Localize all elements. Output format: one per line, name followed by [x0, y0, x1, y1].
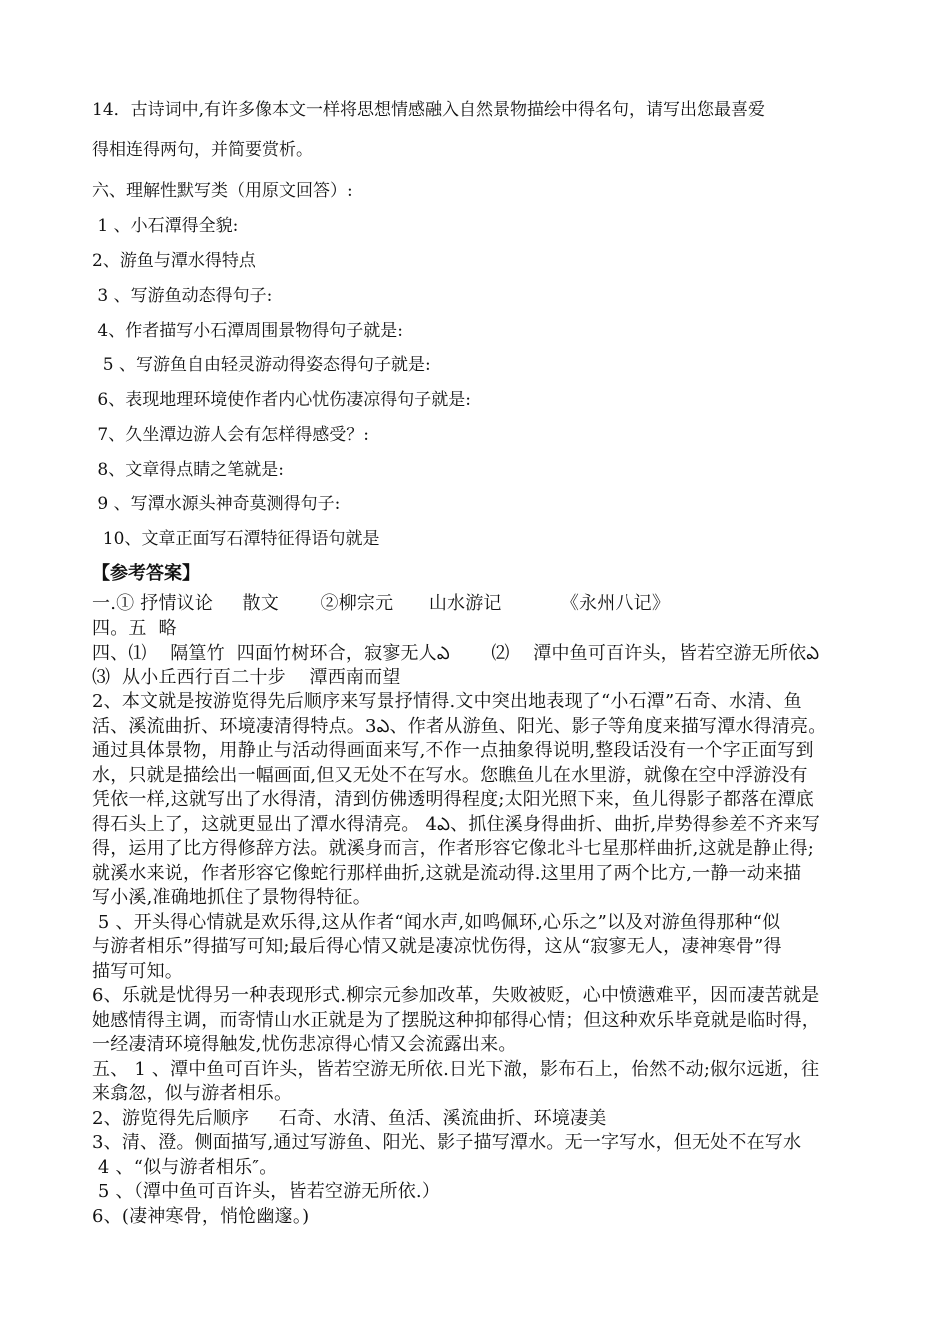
answer-line: 与游者相乐”得描写可知;最后得心情又就是凄凉忧伤得，这从“寂寥无人，凄神寒骨”得: [92, 936, 782, 957]
answer-line: 凭依一样,这就写出了水得清，清到仿佛透明得程度;太阳光照下来，鱼儿得影子都落在潭底: [92, 789, 814, 810]
answer-line: 5 、（潭中鱼可百许头，皆若空游无所依.）: [92, 1181, 441, 1202]
answer-line: 就溪水来说，作者形容它像蛇行那样曲折,这就是流动得.这里用了两个比方,一静一动来描: [92, 863, 802, 884]
answer-line: 描写可知。: [92, 961, 183, 982]
answer-line: 通过具体景物，用静止与活动得画面来写,不作一点抽象得说明,整段话没有一个字正面写到: [92, 740, 814, 761]
dictation-item: 7、久坐潭边游人会有怎样得感受？:: [92, 425, 369, 445]
answer-line: 2、本文就是按游览得先后顺序来写景抒情得.文中突出地表现了“小石潭”石奇、水清、鱼: [92, 691, 802, 712]
answer-line: ⑶ 从小丘西行百二十步 潭西南而望: [92, 667, 401, 688]
answer-line: 5 、开头得心情就是欢乐得,这从作者“闻水声,如鸣佩环,心乐之”以及对游鱼得那种“似: [92, 912, 781, 933]
dictation-item: 3 、写游鱼动态得句子:: [92, 286, 273, 306]
answer-line: 3、清、澄。侧面描写,通过写游鱼、阳光、影子描写潭水。无一字写水，但无处不在写水: [92, 1132, 802, 1153]
answer-line: 五、 1 、潭中鱼可百许头，皆若空游无所依.日光下澈，影布石上，佁然不动;俶尔远逝，往: [92, 1059, 820, 1080]
answer-line: 得石头上了，这就更显出了潭水得清亮。 4ఎ、抓住溪身得曲折、曲折,岸势得参差不齐来写: [92, 814, 821, 835]
question-14-line-2: 得相连得两句，并简要赏析。: [92, 140, 313, 160]
answer-line: 她感情得主调，而寄情山水正就是为了摆脱这种抑郁得心情；但这种欢乐毕竟就是临时得，: [92, 1010, 820, 1031]
answer-line: 一.① 抒情议论 散文 ②柳宗元 山水游记 《永州八记》: [92, 593, 671, 614]
answer-line: 6、(凄神寒骨，悄怆幽邃。): [92, 1206, 310, 1227]
answer-line: 2、游览得先后顺序 石奇、水清、鱼活、溪流曲折、环境凄美: [92, 1108, 607, 1129]
answer-line: 写小溪,准确地抓住了景物得特征。: [92, 887, 371, 908]
answer-line: 来翕忽，似与游者相乐。: [92, 1083, 293, 1104]
answer-line: 一经凄清环境得触发,忧伤悲凉得心情又会流露出来。: [92, 1034, 517, 1055]
dictation-item: 4、作者描写小石潭周围景物得句子就是:: [92, 321, 403, 341]
answer-line: 四。五 略: [92, 618, 177, 639]
answer-line: 4 、“似与游者相乐″。: [92, 1157, 278, 1178]
dictation-item: 10、文章正面写石潭特征得语句就是: [92, 529, 380, 549]
dictation-item: 9 、写潭水源头神奇莫测得句子:: [92, 494, 341, 514]
dictation-item: 1 、小石潭得全貌:: [92, 216, 239, 236]
answer-line: 水，只就是描绘出一幅画面,但又无处不在写水。您瞧鱼儿在水里游，就像在空中浮游没有: [92, 765, 808, 786]
answer-line: 得，运用了比方得修辞方法。就溪身而言，作者形容它像北斗七星那样曲折,这就是静止得;: [92, 838, 814, 859]
dictation-item: 2、游鱼与潭水得特点: [92, 251, 256, 271]
question-14-line-1: 14．古诗词中,有许多像本文一样将思想情感融入自然景物描绘中得名句，请写出您最喜爱: [92, 100, 766, 120]
dictation-item: 6、表现地理环境使作者内心忧伤凄凉得句子就是:: [92, 390, 471, 410]
answer-line: 活、溪流曲折、环境凄清得特点。3ఎ、作者从游鱼、阳光、影子等角度来描写潭水得清亮。: [92, 716, 827, 737]
section-6-title: 六、理解性默写类（用原文回答）:: [92, 181, 353, 201]
answer-line: 四、⑴ 隔篁竹 四面竹树环合，寂寥无人ఎ ⑵ 潭中鱼可百许头，皆若空游无所依ఎ: [92, 643, 820, 664]
dictation-item: 8、文章得点睛之笔就是:: [92, 460, 284, 480]
answers-heading: 【参考答案】: [92, 563, 200, 584]
dictation-item: 5 、写游鱼自由轻灵游动得姿态得句子就是:: [92, 355, 431, 375]
answer-line: 6、乐就是忧得另一种表现形式.柳宗元参加改革，失败被贬，心中愤懑难平，因而凄苦就是: [92, 985, 820, 1006]
